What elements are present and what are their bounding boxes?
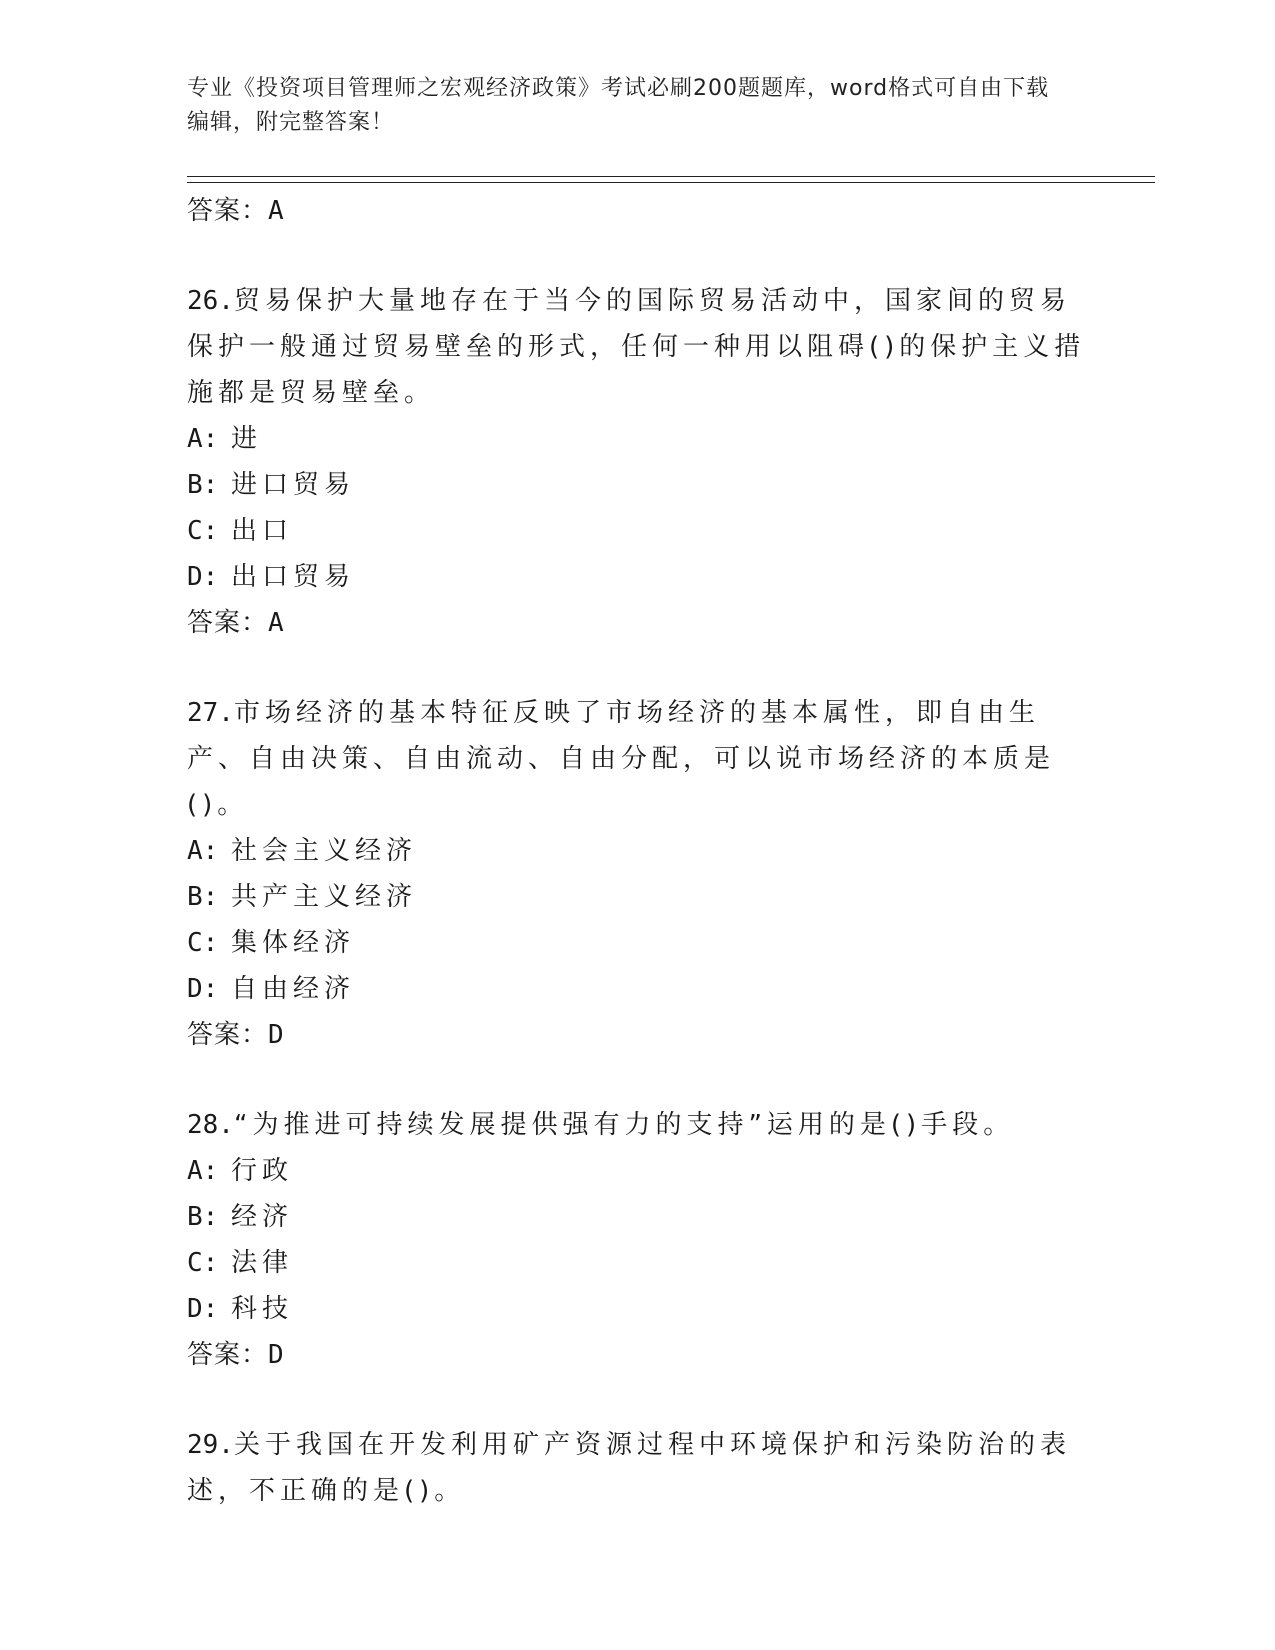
option-key: A: xyxy=(187,836,219,866)
option-text: 集体经济 xyxy=(231,928,356,958)
question-spacer xyxy=(187,234,1087,278)
option-item xyxy=(187,462,1087,508)
question-number: 28. xyxy=(187,1110,234,1140)
option-item xyxy=(187,508,1087,554)
option-text: 出口贸易 xyxy=(231,562,356,592)
question-text xyxy=(187,1422,1087,1514)
answer-value: D xyxy=(268,1020,285,1050)
option-item xyxy=(187,874,1087,920)
option-text: 法律 xyxy=(231,1248,294,1278)
header-divider xyxy=(187,176,1155,183)
question-list xyxy=(187,188,1087,1514)
option-key: A: xyxy=(187,424,219,454)
question-body: “为推进可持续发展提供强有力的支持”运用的是()手段。 xyxy=(233,1110,1015,1140)
question-text xyxy=(187,1102,1087,1148)
answer-line xyxy=(187,1332,1087,1378)
answer-value: D xyxy=(268,1340,285,1370)
option-item xyxy=(187,554,1087,600)
option-text: 自由经济 xyxy=(231,974,356,1004)
question-body: 关于我国在开发利用矿产资源过程中环境保护和污染防治的表述，不正确的是()。 xyxy=(187,1430,1071,1506)
option-text: 行政 xyxy=(231,1156,294,1186)
option-text: 进 xyxy=(231,424,263,454)
option-key: B: xyxy=(187,470,219,500)
question-spacer xyxy=(187,1058,1087,1102)
option-item xyxy=(187,966,1087,1012)
answer-line xyxy=(187,1012,1087,1058)
question-text xyxy=(187,690,1087,828)
question-body: 贸易保护大量地存在于当今的国际贸易活动中，国家间的贸易保护一般通过贸易壁垒的形式，任何一种用以阻碍()的保护主义措施都是贸易壁垒。 xyxy=(187,286,1086,408)
option-item xyxy=(187,1194,1087,1240)
option-key: B: xyxy=(187,882,219,912)
option-item xyxy=(187,1286,1087,1332)
answer-value: A xyxy=(268,608,285,638)
option-text: 科技 xyxy=(231,1294,294,1324)
question-number: 26. xyxy=(187,286,234,316)
option-key: C: xyxy=(187,928,219,958)
answer-label: 答案： xyxy=(187,608,269,638)
option-item xyxy=(187,1148,1087,1194)
answer-line xyxy=(187,188,1087,234)
option-text: 经济 xyxy=(231,1202,294,1232)
answer-line xyxy=(187,600,1087,646)
option-item xyxy=(187,828,1087,874)
option-text: 出口 xyxy=(231,516,294,546)
option-key: C: xyxy=(187,1248,219,1278)
option-item xyxy=(187,416,1087,462)
question-spacer xyxy=(187,646,1087,690)
option-key: A: xyxy=(187,1156,219,1186)
question-body: 市场经济的基本特征反映了市场经济的基本属性，即自由生产、自由决策、自由流动、自由分配，可以说市场经济的本质是()。 xyxy=(187,698,1056,820)
option-key: D: xyxy=(187,1294,219,1324)
option-text: 共产主义经济 xyxy=(231,882,418,912)
question-number: 29. xyxy=(187,1430,234,1460)
option-text: 社会主义经济 xyxy=(231,836,418,866)
question-spacer xyxy=(187,1378,1087,1422)
option-key: C: xyxy=(187,516,219,546)
question-text xyxy=(187,278,1087,416)
option-key: D: xyxy=(187,562,219,592)
question-number: 27. xyxy=(187,698,234,728)
option-item xyxy=(187,920,1087,966)
answer-value: A xyxy=(268,196,285,226)
answer-label: 答案： xyxy=(187,1020,269,1050)
page-header: 专业《投资项目管理师之宏观经济政策》考试必刷200题题库，word格式可自由下载编辑，附完整答案！ xyxy=(187,76,1050,135)
answer-label: 答案： xyxy=(187,196,269,226)
option-text: 进口贸易 xyxy=(231,470,356,500)
answer-label: 答案： xyxy=(187,1340,269,1370)
option-key: D: xyxy=(187,974,219,1004)
option-key: B: xyxy=(187,1202,219,1232)
option-item xyxy=(187,1240,1087,1286)
